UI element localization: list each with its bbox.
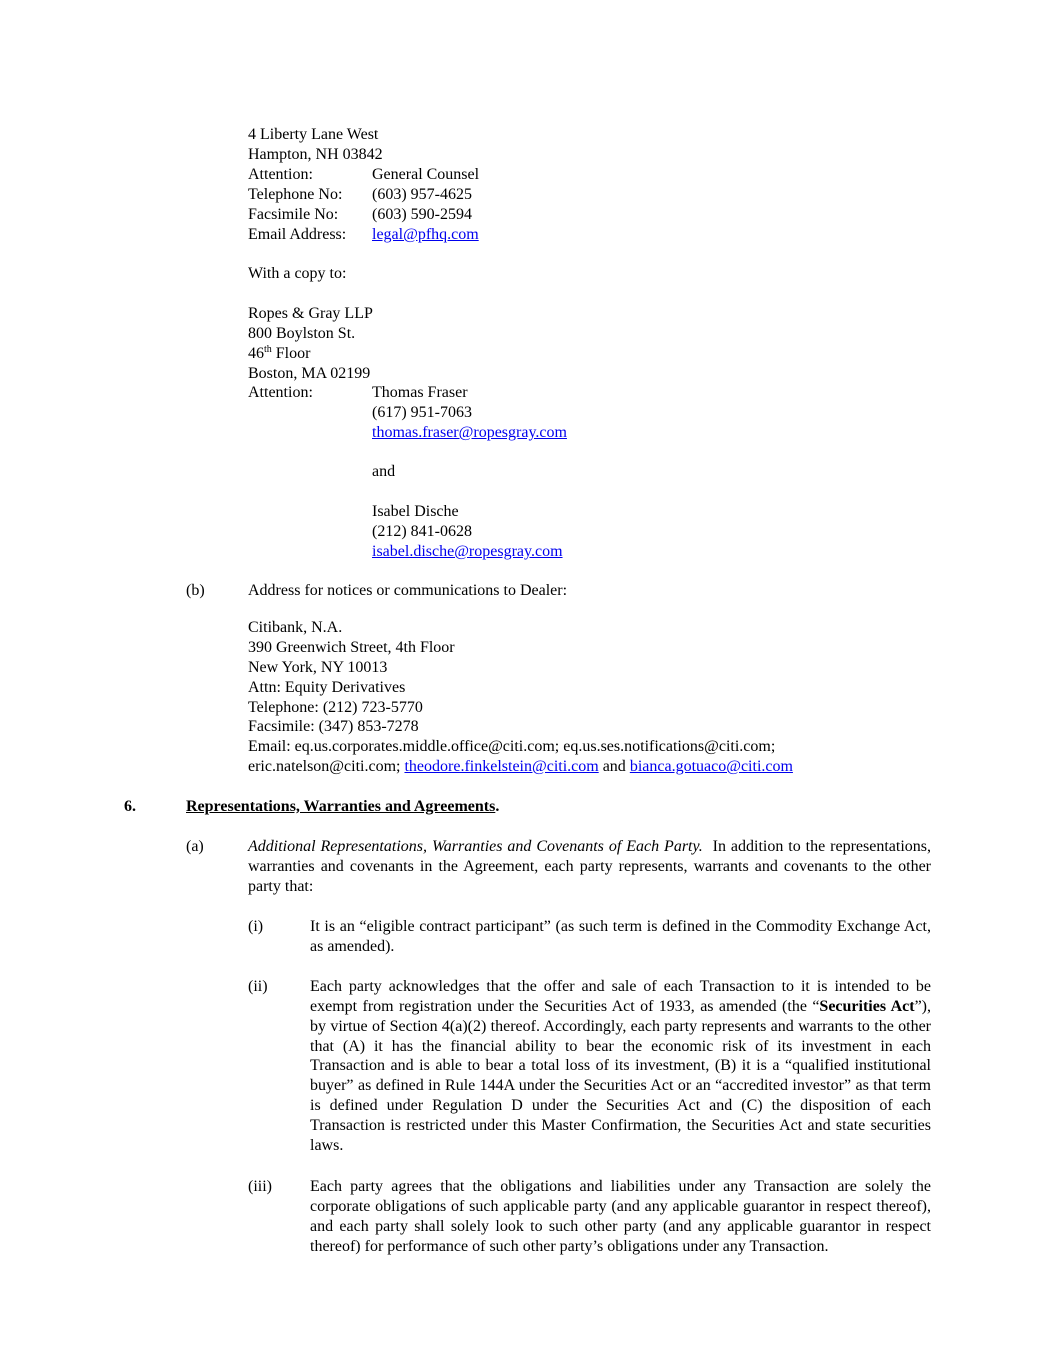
dealer-attn: Attn: Equity Derivatives — [248, 679, 406, 696]
copy-street: 800 Boylston St. — [248, 325, 356, 342]
copy-to-intro: With a copy to: — [248, 265, 347, 282]
dealer-email-and: and — [598, 758, 630, 775]
copy-floor-number: 46 — [248, 345, 264, 362]
dealer-email-link-theodore[interactable]: theodore.finkelstein@citi.com — [404, 758, 599, 775]
item-a-title: Additional Representations, Warranties and Covenants of Each Party — [248, 838, 699, 855]
item-i-marker: (i) — [248, 918, 264, 935]
copy-floor-word: Floor — [271, 345, 311, 362]
company-street: 4 Liberty Lane West — [248, 126, 379, 143]
item-i-text: It is an “eligible contract participant” (as such term is defined in the Commodity Exchange Act, as amended). — [310, 918, 931, 955]
telephone-value: (603) 957-4625 — [372, 186, 472, 203]
copy-firm: Ropes & Gray LLP — [248, 305, 373, 322]
copy-floor-suffix: th — [264, 344, 272, 355]
dealer-street: 390 Greenwich Street, 4th Floor — [248, 639, 455, 656]
telephone-label: Telephone No: — [248, 186, 343, 203]
dealer-intro: Address for notices or communications to Dealer: — [248, 582, 568, 599]
dealer-email-line2 — [248, 757, 793, 777]
and-word: and — [372, 463, 396, 480]
company-city: Hampton, NH 03842 — [248, 146, 383, 163]
contact1-phone: (617) 951-7063 — [372, 404, 472, 421]
email-label: Email Address: — [248, 226, 347, 243]
copy-city: Boston, MA 02199 — [248, 365, 371, 382]
section-title — [186, 797, 499, 817]
contact2-phone: (212) 841-0628 — [372, 523, 472, 540]
copy-floor — [248, 344, 310, 364]
item-a-paragraph — [248, 837, 931, 897]
dealer-facsimile: Facsimile: (347) 853-7278 — [248, 718, 419, 735]
dealer-telephone: Telephone: (212) 723-5770 — [248, 699, 423, 716]
item-ii-paragraph — [310, 977, 931, 1156]
attention-label: Attention: — [248, 166, 313, 183]
dealer-email-link-bianca[interactable]: bianca.gotuaco@citi.com — [629, 758, 793, 775]
contact2-name: Isabel Dische — [372, 503, 459, 520]
dealer-name: Citibank, N.A. — [248, 619, 343, 636]
dealer-email-prefix: eric.natelson@citi.com; — [248, 758, 405, 775]
contact1-email-link[interactable]: thomas.fraser@ropesgray.com — [372, 424, 567, 441]
item-ii-marker: (ii) — [248, 978, 268, 995]
copy-attention-label: Attention: — [248, 384, 313, 401]
item-a-title-period: . — [698, 838, 703, 855]
section-title-period: . — [495, 798, 500, 815]
item-a-marker: (a) — [186, 838, 204, 855]
contact1-name: Thomas Fraser — [372, 384, 468, 401]
item-a-text: In addition to the representations, warranties and covenants in the Agreement, each party represents, warrants and covenants to the other party that: — [248, 838, 932, 895]
item-ii-defined-term: Securities Act — [819, 997, 915, 1015]
dealer-email-line1: Email: eq.us.corporates.middle.office@citi.com; eq.us.ses.notifications@citi.com; — [248, 738, 776, 755]
section-number: 6. — [124, 798, 136, 815]
facsimile-value: (603) 590-2594 — [372, 206, 472, 223]
item-ii-text-after: ”), by virtue of Section 4(a)(2) thereof. Accordingly, each party represents and warrants to the other that (A) it has the financial ability to bear the economic risk of its investment in each Transaction and is able to bear a total loss of its investment, (B) it is a “qualified institutional buyer” as defined in Rule 144A under the Securities Act or an “accredited investor” as that term is defined under Regulation D under the Securities Act and (C) the disposition of each Transaction is restricted under this Master Confirmation, the Securities Act and state securities laws. — [310, 997, 931, 1154]
item-ii-text-before: Each party acknowledges that the offer and sale of each Transaction to it is intended to be exempt from registration under the Securities Act of 1933, as amended (the “ — [310, 978, 931, 1015]
company-email-link[interactable]: legal@pfhq.com — [372, 226, 479, 243]
facsimile-label: Facsimile No: — [248, 206, 339, 223]
item-iii-marker: (iii) — [248, 1178, 272, 1195]
dealer-city: New York, NY 10013 — [248, 659, 388, 676]
contact2-email-link[interactable]: isabel.dische@ropesgray.com — [372, 543, 563, 560]
dealer-marker: (b) — [186, 582, 205, 599]
item-iii-text: Each party agrees that the obligations and liabilities under any Transaction are solely the corporate obligations of such applicable party (and any applicable guarantor in respect thereof), and each party shall solely look to such other party (and any applicable guarantor in respect thereof) for performance of such other party’s obligations under any Transaction. — [310, 1178, 931, 1255]
section-title-text: Representations, Warranties and Agreements — [186, 798, 496, 815]
attention-value: General Counsel — [372, 166, 480, 183]
